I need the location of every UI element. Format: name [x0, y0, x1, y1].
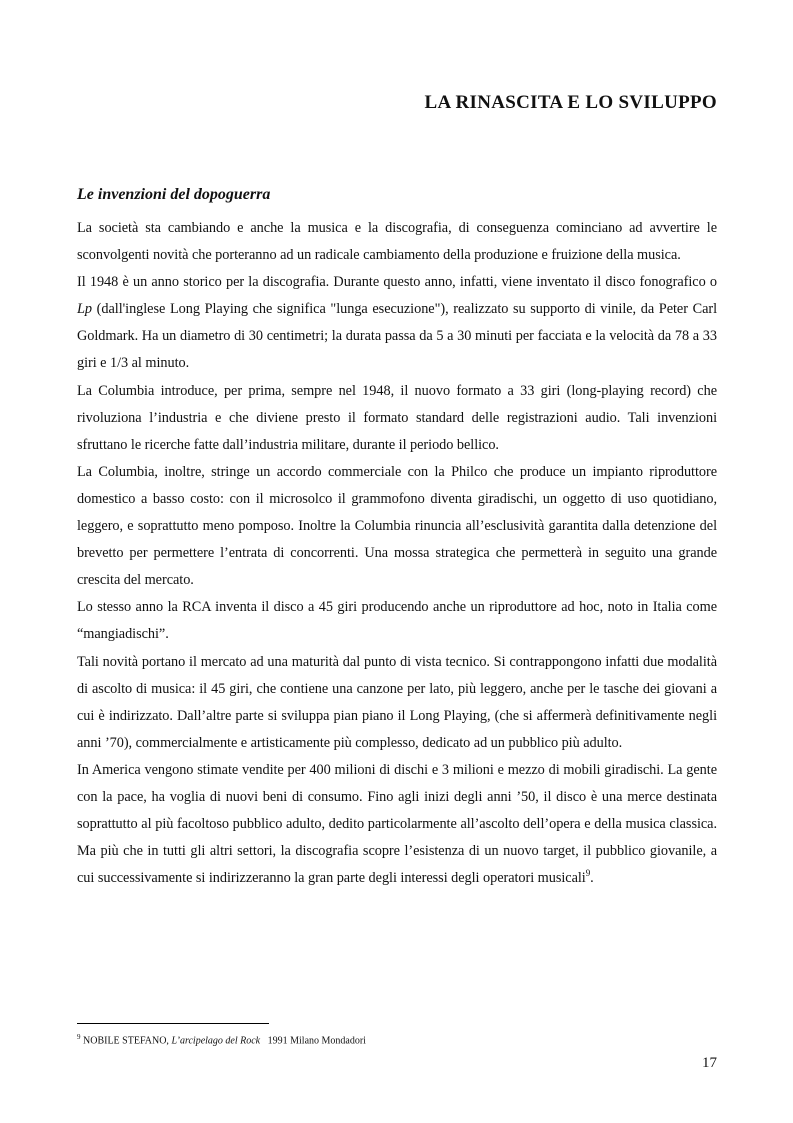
paragraph-4: La Columbia, inoltre, stringe un accordo commerciale con la Philco che produce un impianto riproduttore domestico a basso costo: con il microsolco il grammofono diventa giradischi, un oggetto di uso quotidiano, leggero, e soprattutto meno pomposo. Inoltre la Columbia rinuncia all’esclusività garantita dalla detenzione del brevetto per permettere l’entrata di concorrenti. Una mossa strategica che permetterà in seguito una grande crescita del mercato.	[77, 463, 717, 589]
footnote	[77, 1033, 366, 1046]
body-text	[77, 215, 717, 892]
footnote-work-title: L’arcipelago del Rock	[171, 1035, 261, 1047]
paragraph-6: Tali novità portano il mercato ad una maturità dal punto di vista tecnico. Si contrappongono infatti due modalità di ascolto di musica: il 45 giri, che contiene una canzone per lato, più leggero, anche per le tasche dei giovani a cui è indirizzato. Dall’altre parte si sviluppa pian piano il Long Playing, (che si affermerà definitivamente negli anni ’70), commercialmente e artisticamente più complesso, dedicato ad un pubblico più adulto.	[77, 653, 717, 751]
chapter-title: LA RINASCITA E LO SVILUPPO	[424, 92, 717, 113]
paragraph-2	[77, 269, 717, 377]
page-number: 17	[702, 1055, 717, 1071]
paragraph-5: Lo stesso anno la RCA inventa il disco a 45 giri producendo anche un riproduttore ad hoc, noto in Italia come “mangiadischi”.	[77, 599, 717, 643]
footnote-publication: 1991 Milano Mondadori	[260, 1035, 366, 1047]
lp-term: Lp	[77, 301, 92, 318]
paragraph-3: La Columbia introduce, per prima, sempre nel 1948, il nuovo formato a 33 giri (long-playing record) che rivoluziona l’industria e che diviene presto il formato standard delle registrazioni audio. Tali invenzioni sfruttano le ricerche fatte dall’industria militare, durante il periodo bellico.	[77, 382, 717, 453]
footnote-author: NOBILE STEFANO,	[80, 1035, 172, 1047]
paragraph-7-text: In America vengono stimate vendite per 400 milioni di dischi e 3 milioni e mezzo di mobili giradischi. La gente con la pace, ha voglia di nuovi beni di consumo. Fino agli inizi degli anni ’50, il disco è una merce destinata soprattutto al più facoltoso pubblico adulto, dedito particolarmente all’ascolto dell’opera e della musica classica. Ma più che in tutti gli altri settori, la discografia scopre l’esistenza di un nuovo target, il pubblico giovanile, a cui successivamente si indirizzeranno la gran parte degli interessi degli operatori musicali	[77, 761, 717, 887]
footnote-reference: 9	[585, 868, 591, 879]
paragraph-7	[77, 757, 717, 892]
paragraph-1: La società sta cambiando e anche la musica e la discografia, di conseguenza cominciano ad avvertire le sconvolgenti novità che porteranno ad un radicale cambiamento della produzione e fruizione della musica.	[77, 220, 717, 264]
footnote-divider	[77, 1023, 269, 1024]
paragraph-2-start: Il 1948 è un anno storico per la discografia. Durante questo anno, infatti, viene inventato il disco fonografico o	[77, 274, 717, 291]
footnote-marker: 9	[77, 1033, 81, 1041]
paragraph-7-end: .	[590, 870, 594, 887]
paragraph-2-rest: (dall'inglese Long Playing che significa "lunga esecuzione"), realizzato su supporto di vinile, da Peter Carl Goldmark. Ha un diametro di 30 centimetri; la durata passa da 5 a 30 minuti per facciata e la velocità da 78 a 33 giri e 1/3 al minuto.	[77, 301, 717, 372]
section-heading: Le invenzioni del dopoguerra	[77, 186, 271, 203]
